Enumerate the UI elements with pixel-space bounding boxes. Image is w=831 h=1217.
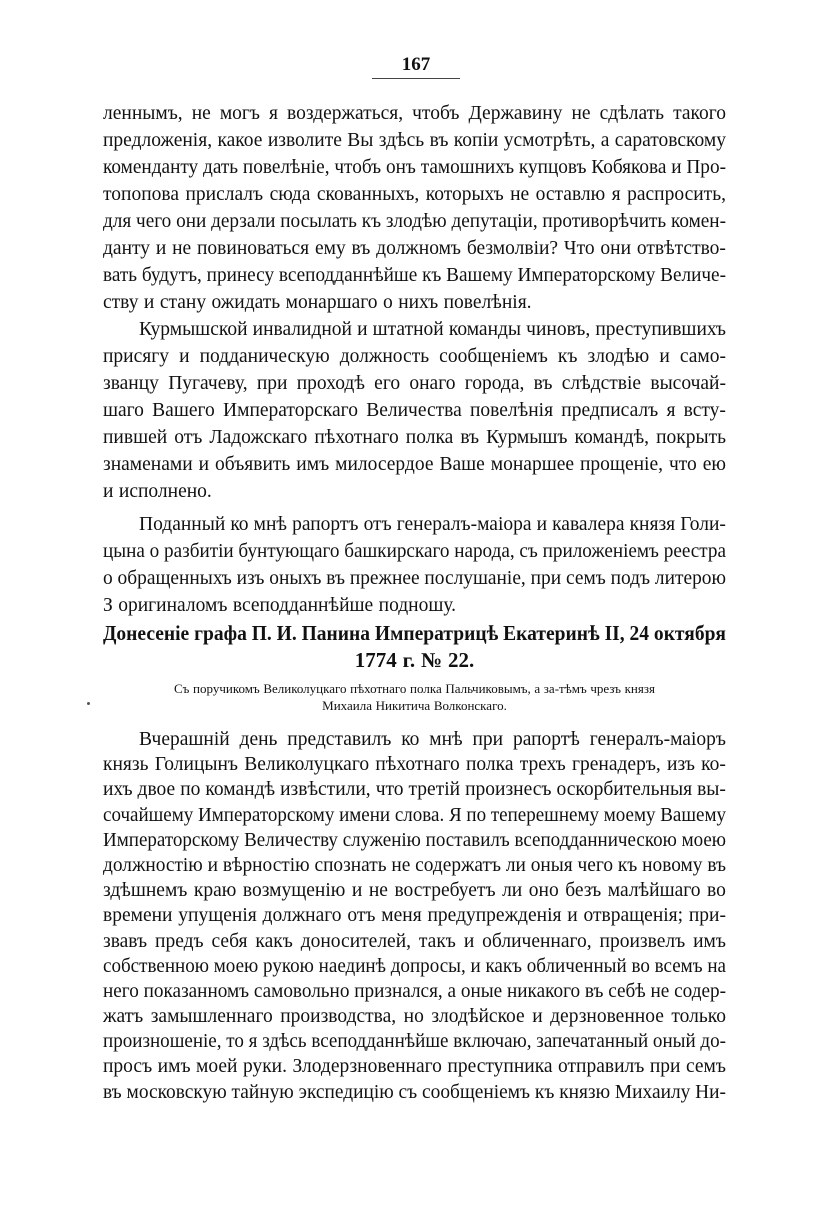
paragraph-1 xyxy=(103,100,726,316)
paragraph-3-line: о обращенныхъ изъ оныхъ въ прежнее послушаніе, при семъ подъ литерою xyxy=(103,568,726,589)
paragraph-4-line: сочайшему Императорскому имени слова. Я по теперешнему моему Вашему xyxy=(103,804,726,826)
paragraph-4-line: собственною моею рукою наединѣ допросы, и какъ обличенный во всемъ на xyxy=(103,955,726,977)
paragraph-3-line: цына о разбитіи бунтующаго башкирскаго народа, съ приложеніемъ реестра xyxy=(103,541,726,562)
paragraph-1-line: топопова прислалъ сюда скованныхъ, которыхъ не оставлю я распросить, xyxy=(103,184,726,205)
document-subheading-line: Михаила Никитича Волконскаго. xyxy=(322,698,507,713)
document-subheading xyxy=(103,680,726,714)
paragraph-1-line: леннымъ, не могъ я воздержаться, чтобъ Державину не сдѣлать такого xyxy=(103,103,726,124)
paragraph-4-line: времени упущенія должнаго отъ меня предупрежденія и отвращенія; при- xyxy=(103,905,726,927)
paragraph-2-line: Курмышской инвалидной и штатной команды чиновъ, преступившихъ xyxy=(139,319,726,340)
paragraph-4-line: жатъ замышленнаго производства, но злодѣйское и дерзновенное только xyxy=(103,1006,726,1028)
paragraph-4-line: здѣшнемъ краю возмущенію и не востребуетъ ли оно безъ малѣйшаго во xyxy=(103,880,726,902)
document-heading-line: 1774 г. № 22. xyxy=(354,648,475,672)
paragraph-2-line: знаменами и объявить имъ милосердое Ваше монаршее прощеніе, что ею xyxy=(103,454,726,475)
paragraph-2-line: присягу и подданическую должность сообщеніемъ къ злодѣю и само- xyxy=(103,346,726,367)
paragraph-4-line: звавъ предъ себя какъ доносителей, такъ и обличеннаго, произвелъ имъ xyxy=(103,930,726,952)
paragraph-1-line: предложенія, какое изволите Вы здѣсь въ копіи усмотрѣть, а саратовскому xyxy=(103,130,726,151)
paragraph-2-line: и исполнено. xyxy=(103,481,212,502)
paragraph-4-line: просъ имъ моей руки. Злодерзновеннаго преступника отправилъ при семъ xyxy=(103,1056,726,1078)
paragraph-4-line: должностію и вѣрностію спознать не содержатъ ли оныя чего къ новому въ xyxy=(103,854,726,876)
paragraph-2-line: шаго Вашего Императорскаго Величества повелѣнія предписалъ я всту- xyxy=(103,400,726,421)
paragraph-4-line: ихъ двое по командѣ извѣстили, что третій произнесъ оскорбительныя вы- xyxy=(103,779,726,801)
paragraph-1-line: ству и стану ожидать монаршаго о нихъ повелѣнія. xyxy=(103,292,532,313)
page-number: 167 xyxy=(401,54,431,75)
document-subheading-line: Съ поручикомъ Великолуцкаго пѣхотнаго полка Пальчиковымъ, а за-тѣмъ чрезъ князя xyxy=(174,681,655,696)
document-heading-line: Донесеніе графа П. И. Панина Императрицѣ Екатеринѣ II, 24 октября xyxy=(103,621,726,645)
paragraph-2-line: званцу Пугачеву, при проходѣ его онаго города, въ слѣдствіе высочай- xyxy=(103,373,726,394)
paragraph-3 xyxy=(103,511,726,619)
paragraph-4-line: Вчерашній день представилъ ко мнѣ при рапортѣ генералъ-маіоръ xyxy=(139,729,726,750)
paragraph-4 xyxy=(103,727,726,1105)
page-number-rule xyxy=(372,78,460,79)
paragraph-4-line: Императорскому Величеству служенію поставилъ всеподданническою моею xyxy=(103,829,726,851)
scan-speck xyxy=(87,702,90,705)
paragraph-1-line: для чего они дерзали посылать къ злодѣю депутаціи, противорѣчить комен- xyxy=(103,211,726,232)
paragraph-4-line: въ московскую тайную экспедицію съ сообщеніемъ къ князю Михаилу Ни- xyxy=(103,1081,726,1103)
document-heading xyxy=(103,620,726,674)
paragraph-1-line: данту и не повиноваться ему въ должномъ безмолвіи? Что они отвѣтство- xyxy=(103,238,726,259)
paragraph-4-line: произношеніе, то я здѣсь всеподданнѣйше включаю, запечатанный оный до- xyxy=(103,1031,726,1053)
paragraph-3-line: Поданный ко мнѣ рапортъ отъ генералъ-маіора и кавалера князя Голи- xyxy=(139,514,726,535)
paragraph-3-line: З оригиналомъ всеподданнѣйше подношу. xyxy=(103,595,457,616)
paragraph-4-line: него показанномъ самовольно признался, а оные никакого въ себѣ не содер- xyxy=(103,980,726,1002)
paragraph-4-line: князь Голицынъ Великолуцкаго пѣхотнаго полка трехъ гренадеръ, изъ ко- xyxy=(103,754,726,776)
paragraph-1-line: вать будутъ, принесу всеподданнѣйше къ Вашему Императорскому Величе- xyxy=(103,265,726,286)
paragraph-1-line: коменданту дать повелѣніе, чтобъ онъ тамошнихъ купцовъ Кобякова и Про- xyxy=(103,157,726,178)
paragraph-2-line: пившей отъ Ладожскаго пѣхотнаго полка въ Курмышъ командѣ, покрыть xyxy=(103,427,726,448)
paragraph-2 xyxy=(103,316,726,505)
